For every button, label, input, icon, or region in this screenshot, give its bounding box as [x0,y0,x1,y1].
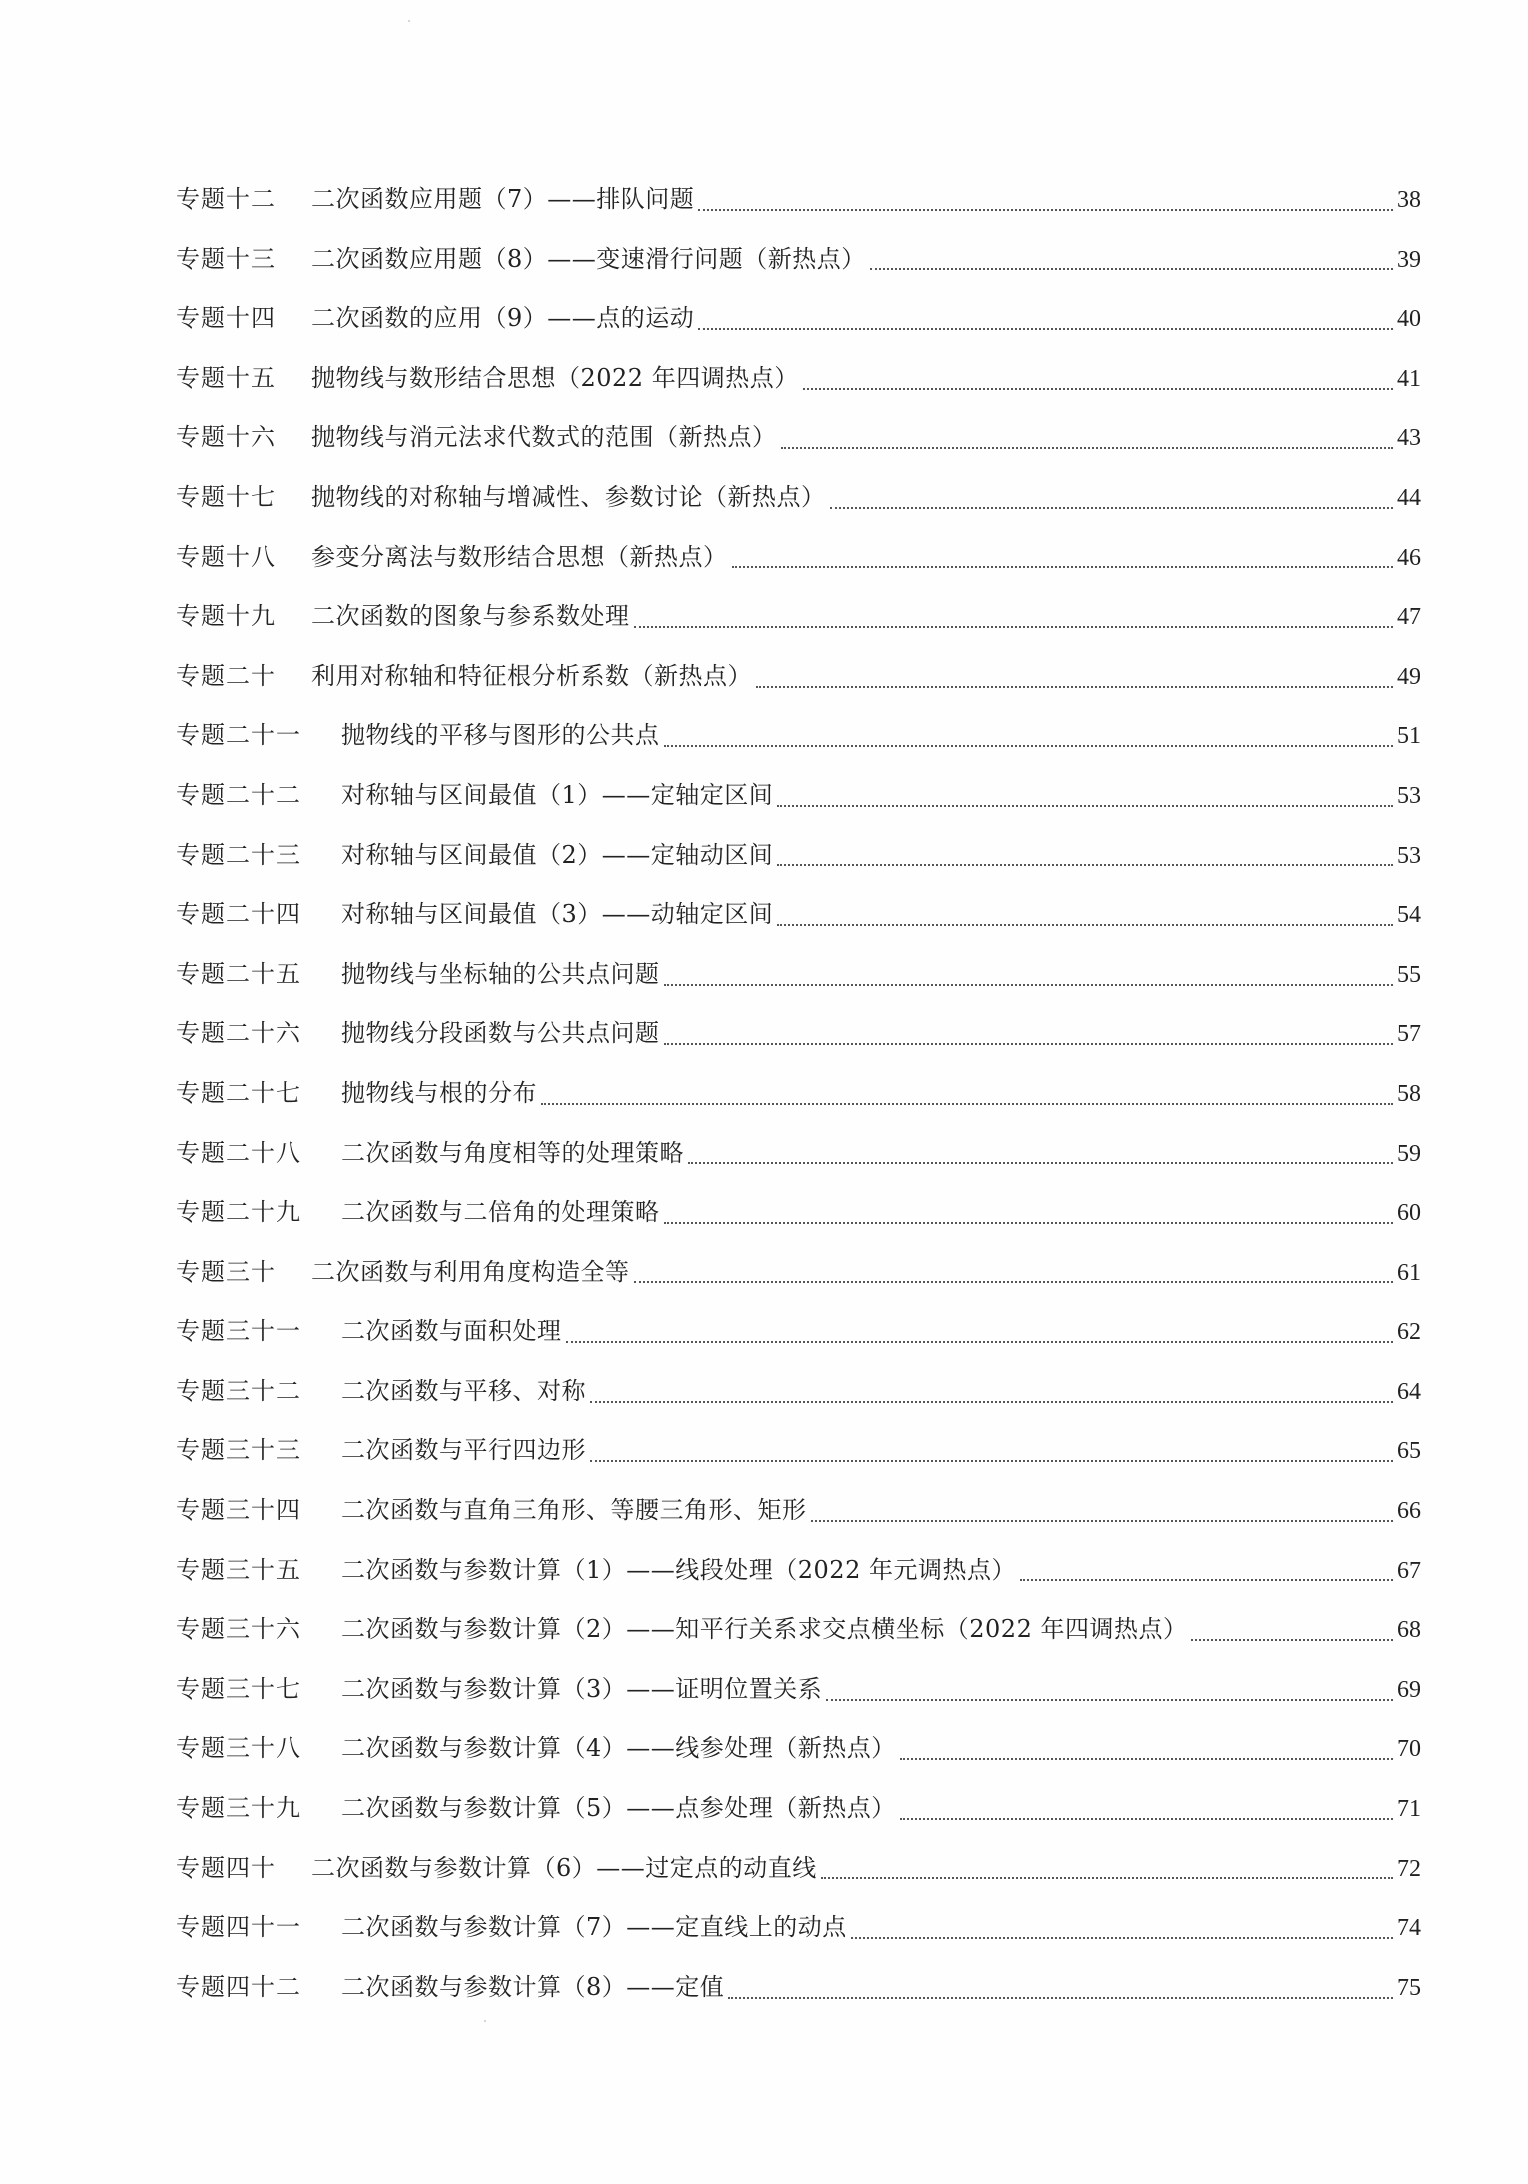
toc-entry-title: 二次函数应用题（8）——变速滑行问题（新热点） [311,244,866,273]
toc-entry-title: 抛物线与根的分布 [341,1078,537,1107]
toc-entry-label: 专题二十 [176,661,276,690]
toc-entry[interactable] [176,1719,1421,1779]
toc-entry-page-number: 74 [1397,1915,1421,1942]
toc-entry-label: 专题二十七 [176,1078,301,1107]
toc-entry-page-number: 47 [1397,604,1421,631]
toc-entry[interactable] [176,1004,1421,1064]
toc-entry[interactable] [176,408,1421,468]
toc-dot-leader [664,1043,1394,1045]
toc-entry-label: 专题二十三 [176,840,301,869]
toc-entry-page-number: 57 [1397,1021,1421,1048]
toc-dot-leader [688,1162,1393,1164]
toc-entry[interactable] [176,170,1421,230]
toc-entry-title: 二次函数与参数计算（3）——证明位置关系 [341,1674,823,1703]
toc-entry-title: 二次函数与角度相等的处理策略 [341,1138,684,1167]
toc-entry-label: 专题三十九 [176,1794,301,1823]
toc-entry-page-number: 55 [1397,961,1421,988]
toc-entry-label: 专题三十五 [176,1555,301,1584]
toc-dot-leader [777,924,1393,926]
toc-entry[interactable] [176,766,1421,826]
toc-entry[interactable] [176,468,1421,528]
toc-entry-label: 专题十二 [176,185,276,213]
toc-entry-title: 二次函数与直角三角形、等腰三角形、矩形 [341,1496,807,1525]
toc-dot-leader [698,209,1393,211]
toc-entry-label: 专题四十 [176,1853,276,1882]
toc-entry-title: 抛物线分段函数与公共点问题 [341,1019,660,1048]
toc-dot-leader [590,1460,1393,1462]
toc-entry[interactable] [176,289,1421,349]
toc-entry[interactable] [176,1362,1421,1422]
toc-entry-title: 二次函数与参数计算（8）——定值 [341,1972,725,2001]
toc-entry-title: 对称轴与区间最值（2）——定轴动区间 [341,840,774,869]
toc-dot-leader [566,1341,1394,1343]
toc-entry[interactable] [176,1421,1421,1481]
toc-entry-page-number: 53 [1397,782,1421,809]
toc-entry[interactable] [176,349,1421,409]
toc-entry-title: 二次函数与平行四边形 [341,1436,586,1465]
toc-dot-leader [664,1222,1394,1224]
toc-entry-page-number: 38 [1397,187,1421,213]
toc-entry-label: 专题二十五 [176,959,301,988]
scan-speck [408,20,410,22]
toc-entry-title: 二次函数与利用角度构造全等 [311,1257,630,1286]
toc-entry-label: 专题三十六 [176,1615,301,1644]
toc-entry-label: 专题十八 [176,542,276,571]
toc-dot-leader [781,447,1394,449]
toc-entry[interactable] [176,1243,1421,1303]
toc-dot-leader [728,1997,1393,1999]
toc-entry-title: 二次函数与参数计算（4）——线参处理（新热点） [341,1734,896,1763]
toc-entry[interactable] [176,885,1421,945]
toc-dot-leader [777,864,1393,866]
toc-entry[interactable] [176,1481,1421,1541]
toc-entry-title: 二次函数与面积处理 [341,1317,562,1346]
toc-entry-page-number: 44 [1397,484,1421,511]
toc-dot-leader [541,1103,1393,1105]
toc-entry[interactable] [176,1541,1421,1601]
toc-entry-page-number: 71 [1397,1796,1421,1823]
toc-dot-leader [1020,1579,1393,1581]
table-of-contents [176,170,1421,2017]
toc-entry-label: 专题三十二 [176,1376,301,1405]
toc-dot-leader [664,984,1394,986]
toc-entry-title: 对称轴与区间最值（3）——动轴定区间 [341,900,774,929]
toc-dot-leader [664,745,1394,747]
toc-entry-title: 二次函数与参数计算（7）——定直线上的动点 [341,1913,847,1942]
toc-entry-page-number: 66 [1397,1498,1421,1525]
toc-entry-label: 专题二十八 [176,1138,301,1167]
toc-entry[interactable] [176,1183,1421,1243]
toc-entry-title: 参变分离法与数形结合思想（新热点） [311,542,728,571]
toc-entry-label: 专题十五 [176,363,276,392]
toc-entry-title: 抛物线的对称轴与增减性、参数讨论（新热点） [311,482,826,511]
toc-entry[interactable] [176,528,1421,588]
toc-entry-page-number: 61 [1397,1259,1421,1286]
toc-entry-page-number: 75 [1397,1974,1421,2001]
toc-dot-leader [900,1818,1393,1820]
toc-entry-label: 专题三十四 [176,1496,301,1525]
toc-entry-page-number: 67 [1397,1557,1421,1584]
toc-entry[interactable] [176,945,1421,1005]
toc-entry-label: 专题三十 [176,1257,276,1286]
toc-entry-label: 专题二十一 [176,721,301,750]
toc-dot-leader [803,388,1393,390]
toc-entry-title: 二次函数的图象与参系数处理 [311,602,630,631]
toc-entry-label: 专题三十一 [176,1317,301,1346]
toc-entry[interactable] [176,1600,1421,1660]
toc-entry-title: 抛物线与坐标轴的公共点问题 [341,959,660,988]
toc-entry-page-number: 59 [1397,1140,1421,1167]
toc-entry-page-number: 40 [1397,306,1421,333]
toc-entry-page-number: 39 [1397,246,1421,273]
toc-entry-title: 二次函数与平移、对称 [341,1376,586,1405]
toc-entry-label: 专题二十四 [176,900,301,929]
toc-entry-label: 专题四十二 [176,1972,301,2001]
toc-entry-title: 抛物线的平移与图形的公共点 [341,721,660,750]
toc-entry-page-number: 54 [1397,902,1421,929]
toc-entry-label: 专题十九 [176,602,276,631]
toc-dot-leader [634,626,1394,628]
toc-dot-leader [777,805,1393,807]
toc-entry-page-number: 64 [1397,1378,1421,1405]
toc-entry-page-number: 43 [1397,425,1421,452]
toc-entry-title: 二次函数与参数计算（2）——知平行关系求交点横坐标（2022 年四调热点） [341,1615,1188,1644]
toc-entry-page-number: 72 [1397,1855,1421,1882]
toc-entry[interactable] [176,1898,1421,1958]
toc-entry-label: 专题十七 [176,482,276,511]
toc-dot-leader [698,328,1393,330]
toc-entry[interactable] [176,647,1421,707]
toc-entry[interactable] [176,587,1421,647]
toc-entry-title: 二次函数与参数计算（1）——线段处理（2022 年元调热点） [341,1555,1016,1584]
toc-dot-leader [811,1520,1394,1522]
toc-entry-title: 二次函数应用题（7）——排队问题 [311,185,695,213]
toc-dot-leader [732,566,1394,568]
toc-entry[interactable] [176,230,1421,290]
toc-entry-title: 二次函数与参数计算（5）——点参处理（新热点） [341,1794,896,1823]
toc-dot-leader [1191,1639,1393,1641]
toc-dot-leader [756,686,1393,688]
toc-entry-page-number: 53 [1397,842,1421,869]
toc-entry[interactable] [176,706,1421,766]
toc-entry-page-number: 69 [1397,1676,1421,1703]
toc-entry-page-number: 41 [1397,365,1421,392]
toc-entry-page-number: 58 [1397,1080,1421,1107]
toc-dot-leader [830,507,1394,509]
toc-entry-label: 专题四十一 [176,1913,301,1942]
toc-entry[interactable] [176,826,1421,886]
toc-entry-label: 专题十六 [176,423,276,452]
toc-entry[interactable] [176,1124,1421,1184]
toc-entry-page-number: 68 [1397,1617,1421,1644]
toc-entry[interactable] [176,1779,1421,1839]
toc-entry-page-number: 51 [1397,723,1421,750]
toc-dot-leader [851,1937,1393,1939]
toc-entry-label: 专题三十八 [176,1734,301,1763]
scan-speck [484,2020,486,2022]
toc-entry[interactable] [176,1958,1421,2018]
toc-entry-page-number: 46 [1397,544,1421,571]
toc-entry[interactable] [176,1064,1421,1124]
toc-entry-label: 专题十四 [176,304,276,333]
toc-entry-title: 二次函数与参数计算（6）——过定点的动直线 [311,1853,817,1882]
toc-entry[interactable] [176,1660,1421,1720]
toc-entry[interactable] [176,1302,1421,1362]
toc-entry-title: 利用对称轴和特征根分析系数（新热点） [311,661,752,690]
toc-entry-label: 专题十三 [176,244,276,273]
toc-entry-page-number: 62 [1397,1319,1421,1346]
toc-dot-leader [870,268,1393,270]
toc-entry-title: 二次函数的应用（9）——点的运动 [311,304,695,333]
toc-dot-leader [821,1877,1393,1879]
toc-entry-title: 二次函数与二倍角的处理策略 [341,1198,660,1227]
toc-entry-label: 专题二十二 [176,780,301,809]
toc-entry-title: 对称轴与区间最值（1）——定轴定区间 [341,780,774,809]
toc-entry-page-number: 49 [1397,663,1421,690]
toc-entry-label: 专题三十七 [176,1674,301,1703]
toc-dot-leader [634,1281,1394,1283]
toc-dot-leader [590,1401,1393,1403]
toc-entry-label: 专题三十三 [176,1436,301,1465]
toc-entry-page-number: 60 [1397,1200,1421,1227]
toc-entry-label: 专题二十九 [176,1198,301,1227]
toc-dot-leader [826,1699,1393,1701]
toc-entry[interactable] [176,1839,1421,1899]
toc-entry-title: 抛物线与消元法求代数式的范围（新热点） [311,423,777,452]
toc-entry-label: 专题二十六 [176,1019,301,1048]
toc-entry-page-number: 70 [1397,1736,1421,1763]
toc-entry-title: 抛物线与数形结合思想（2022 年四调热点） [311,363,799,392]
toc-dot-leader [900,1758,1393,1760]
toc-entry-page-number: 65 [1397,1438,1421,1465]
